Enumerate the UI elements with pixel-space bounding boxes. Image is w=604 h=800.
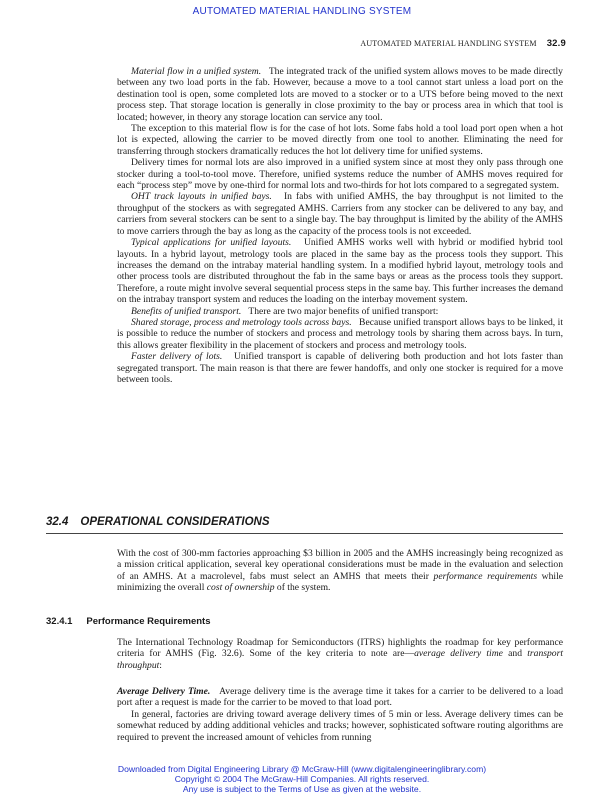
section-number: 32.4 [46, 516, 69, 528]
emphasis: average delivery time [414, 648, 503, 660]
page-number: 32.9 [546, 38, 566, 49]
paragraph-operational [117, 548, 563, 594]
paragraph-text: In general, factories are driving toward average delivery times of 5 min or less. Average delivery times can be somewhat reduced by adding additional vehicles and tracks; however, sophisticated software routing algorithms are required to prevent the increased amount of vehicles from running [117, 708, 563, 743]
footer-notice [0, 764, 604, 795]
paragraph-delivery-goals [117, 709, 563, 743]
section-intro [117, 548, 563, 594]
paragraph-itrs [117, 637, 563, 671]
paragraph-material-flow [117, 66, 563, 123]
emphasis: performance requirements [433, 570, 538, 582]
text-run: The International Technology Roadmap for Semiconductors (ITRS) highlights the roadmap for key performance criteria for AMHS (Fig. 32.6). Some of the key criteria to note are— [117, 637, 563, 660]
paragraph-average-delivery [117, 686, 563, 709]
section-title: OPERATIONAL CONSIDERATIONS [80, 516, 270, 528]
paragraph-text: The exception to this material flow is for the case of hot lots. Some fabs hold a tool load port open when a hot lot is expected, allowing the carrier to be moved directly from one tool to another. Eliminating the need for transferring through stockers dramatically reduces the hot lot delivery time for unified systems. [117, 123, 563, 157]
paragraph-text: The integrated track of the unified system allows moves to be made directly between any two load ports in the fab. However, because a move to a tool cannot start unless a load port on the destination tool is open, some completed lots are moved to a stocker or to a UTS before being moved to the next process step. That storage location is generally in close proximity to the bay or process area in which that tool is located; however, in theory any storage location can service any tool. [117, 66, 563, 123]
text-run: while minimizing the overall [117, 570, 563, 594]
footer-copyright: Copyright © 2004 The McGraw-Hill Companies. All rights reserved. [174, 774, 430, 785]
running-head-title: AUTOMATED MATERIAL HANDLING SYSTEM [360, 39, 537, 48]
paragraph-text: There are two major benefits of unified transport: [248, 305, 439, 317]
paragraph-faster-delivery [117, 351, 563, 385]
paragraph-text: Unified transport is capable of delivering both production and hot lots faster than segregated transport. The main reason is that there are fewer handoffs, and only one stocker is required for a move between tools. [117, 351, 564, 385]
paragraph-text: Because unified transport allows bays to be linked, it is possible to reduce the number of stockers and process and metrology tools by sharing them across bays. In turn, this allows greater flexibility in the placement of stockers and process and metrology tools. [117, 316, 563, 351]
paragraph-text: In fabs with unified AMHS, the bay throughput is not limited to the throughput of the stockers as with segregated AMHS. Carriers from any stocker can be delivered to any bay, and carriers from several stockers can be sent to a single bay. The bay throughput is limited by the ability of the AMHS to move carriers through the bay as long as the capacity of the process tools is not exceeded. [117, 191, 564, 237]
paragraph-text: Delivery times for normal lots are also improved in a unified system since at most they only pass through one stocker during a tool-to-tool move. Therefore, unified systems reduce the number of AMHS moves required for each “process step” move by one-third for normal lots and two-thirds for hot lots compared to a segregated system. [117, 157, 563, 192]
section-rule [46, 533, 563, 534]
running-head [360, 38, 566, 49]
run-in-heading: Material flow in a unified system. [131, 66, 262, 77]
text-run: of the system. [274, 582, 331, 594]
subsection-title: Performance Requirements [86, 616, 211, 627]
body-text-block [117, 66, 563, 385]
run-in-heading: Typical applications for unified layouts. [131, 237, 292, 249]
paragraph-typical-applications [117, 237, 563, 305]
section-heading [46, 516, 270, 528]
run-in-heading: Faster delivery of lots. [131, 351, 223, 363]
paragraph-delivery-times [117, 157, 563, 191]
top-banner: AUTOMATED MATERIAL HANDLING SYSTEM [192, 6, 412, 17]
paragraph-shared-storage [117, 317, 563, 351]
subsection-heading [46, 616, 211, 627]
footer-terms: Any use is subject to the Terms of Use as given at the website. [182, 784, 422, 795]
run-in-heading: OHT track layouts in unified bays. [131, 191, 272, 203]
emphasis: cost of ownership [206, 582, 275, 594]
subsection-number: 32.4.1 [46, 616, 73, 627]
paragraph-benefits [117, 306, 563, 317]
text-run: : [159, 659, 162, 671]
run-in-heading: Shared storage, process and metrology tools across bays. [131, 316, 352, 328]
text-run: and [502, 648, 528, 660]
subsection-intro [117, 637, 563, 671]
paragraph-text: Unified AMHS works well with hybrid or modified hybrid tool layouts. In a hybrid layout, metrology tools are placed in the same bay as the process tools they support. This increases the demand on the intrabay material handling system. In a modified hybrid layout, metrology tools and other process tools are distributed throughout the fab in the same bays or areas as the process tools they support. Therefore, a route might involve several sequential process steps in the same bay. This further increases the demand on the intrabay transport system and reduces the loading on the interbay movement system. [117, 237, 563, 306]
delivery-time-block [117, 686, 563, 743]
paragraph-oht-track [117, 191, 563, 237]
footer-download-link[interactable]: Downloaded from Digital Engineering Library @ McGraw-Hill (www.digitalengineeringlibrary.com) [117, 764, 487, 774]
text-run: With the cost of 300-mm factories approaching $3 billion in 2005 and the AMHS increasingly being recognized as a mission critical application, several key operational considerations must be made in the evaluation and selection of an AMHS. At a macrolevel, fabs must select an AMHS that meets their [117, 548, 563, 582]
run-in-heading: Benefits of unified transport. [131, 305, 242, 317]
emphasis: transport throughput [117, 648, 563, 671]
run-in-heading: Average Delivery Time. [117, 686, 211, 697]
paragraph-text: Average delivery time is the average time it takes for a carrier to be delivered to a load port after a request is made for the carrier to be moved to that load port. [117, 686, 563, 709]
paragraph-hot-lots [117, 123, 563, 157]
